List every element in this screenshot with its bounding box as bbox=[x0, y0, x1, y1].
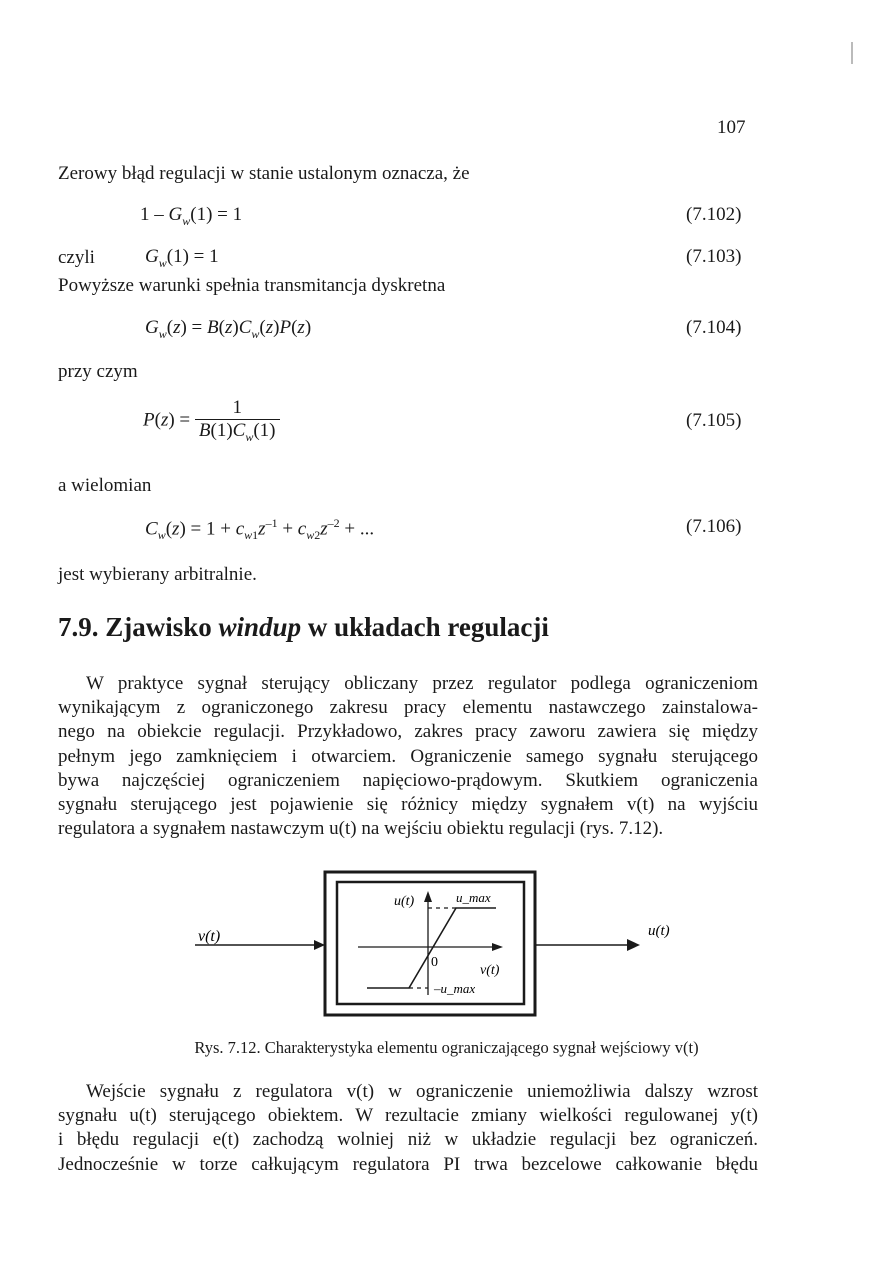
eq-number-7-102: (7.102) bbox=[686, 204, 742, 225]
output-arrowhead bbox=[627, 939, 640, 951]
eq-number-7-104: (7.104) bbox=[686, 317, 742, 338]
paragraph-line: sygnału sterującego jest pojawienie się różnicy między sygnałem v(t) na wyjściu bbox=[58, 793, 758, 815]
section-title-pre: Zjawisko bbox=[105, 612, 212, 642]
czyli-label: czyli bbox=[58, 247, 95, 268]
equation-7-103: $G_w(1) = 1$ bbox=[145, 246, 219, 270]
eq-number-7-103: (7.103) bbox=[686, 246, 742, 267]
paragraph-1 bbox=[58, 672, 758, 841]
input-arrowhead bbox=[314, 940, 325, 950]
scan-artifact bbox=[851, 42, 853, 64]
intro-text: Zerowy błąd regulacji w stanie ustalonym oznacza, że bbox=[58, 163, 470, 184]
paragraph-line: regulatora a sygnałem nastawczym u(t) na wejściu obiektu regulacji (rys. 7.12). bbox=[58, 818, 664, 840]
equation-7-106: $C_w(z) = 1 + c_{w1}z^{-1} + c_{w2}z^{-2}$ + ... bbox=[145, 516, 375, 543]
x-axis-label: v(t) bbox=[480, 963, 500, 978]
section-heading bbox=[58, 612, 549, 643]
equation-7-104: $G_w(z) = B(z)C_w(z)P(z)$ bbox=[145, 317, 312, 341]
section-title-emph: windup bbox=[218, 612, 302, 642]
paragraph-2 bbox=[58, 1080, 758, 1177]
section-title-post: w układach regulacji bbox=[307, 612, 549, 642]
paragraph-line: pełnym jego zamknięciem i otwarciem. Ograniczenie samego sygnału sterującego bbox=[58, 745, 758, 767]
y-axis-label: u(t) bbox=[394, 894, 415, 909]
figure-caption: Rys. 7.12. Charakterystyka elementu ograniczającego sygnał wejściowy v(t) bbox=[194, 1038, 699, 1057]
umax-label: u_max bbox=[456, 890, 491, 905]
paragraph-line: W praktyce sygnał sterujący obliczany przez regulator podlega ograniczeniom bbox=[86, 673, 758, 694]
figure-limiter-diagram bbox=[180, 865, 700, 1025]
eq-number-7-105: (7.105) bbox=[686, 410, 742, 431]
x-axis-arrowhead bbox=[492, 943, 503, 951]
output-label: u(t) bbox=[648, 923, 670, 939]
paragraph-line: bywa najczęściej ograniczeniem napięciowo-prądowym. Skutkiem ograniczenia bbox=[58, 769, 758, 791]
paragraph-line: nego na obiekcie regulacji. Przykładowo, zakres pracy zaworu zawiera się między bbox=[58, 721, 758, 743]
jest-wybierany-text: jest wybierany arbitralnie. bbox=[58, 564, 257, 585]
page-number: 107 bbox=[717, 117, 746, 138]
equation-7-105: P(z) = $\frac{1}{B(1)C_w(1)}$ bbox=[143, 397, 280, 445]
neg-umax-label: –u_max bbox=[434, 981, 476, 996]
section-number: 7.9. bbox=[58, 612, 99, 642]
y-axis-arrowhead bbox=[424, 891, 432, 902]
saturation-curve bbox=[367, 908, 496, 988]
paragraph-line: sygnału u(t) sterującego obiektem. W rezultacie zmiany wielkości regulowanej y(t) bbox=[58, 1105, 758, 1127]
equation-7-102: $1 - G_w(1) = 1$ bbox=[140, 204, 243, 228]
a-wielomian-text: a wielomian bbox=[58, 475, 152, 496]
paragraph-line: Wejście sygnału z regulatora v(t) w ograniczenie uniemożliwia dalszy wzrost bbox=[86, 1081, 758, 1102]
paragraph-line: i błędu regulacji e(t) zachodzą wolniej niż w układzie regulacji bez ograniczeń. bbox=[58, 1129, 758, 1151]
input-label: v(t) bbox=[198, 928, 221, 945]
paragraph-line: wynikającym z ograniczonego zakresu pracy elementu nastawczego zainstalowa- bbox=[58, 697, 758, 719]
sentence-transmitancja: Powyższe warunki spełnia transmitancja dyskretna bbox=[58, 275, 446, 296]
outer-frame bbox=[325, 872, 535, 1015]
przy-czym-text: przy czym bbox=[58, 361, 138, 382]
paragraph-line: Jednocześnie w torze całkującym regulatora PI trwa bezcelowe całkowanie błędu bbox=[58, 1153, 758, 1175]
origin-label: 0 bbox=[431, 955, 438, 970]
eq-number-7-106: (7.106) bbox=[686, 516, 742, 537]
